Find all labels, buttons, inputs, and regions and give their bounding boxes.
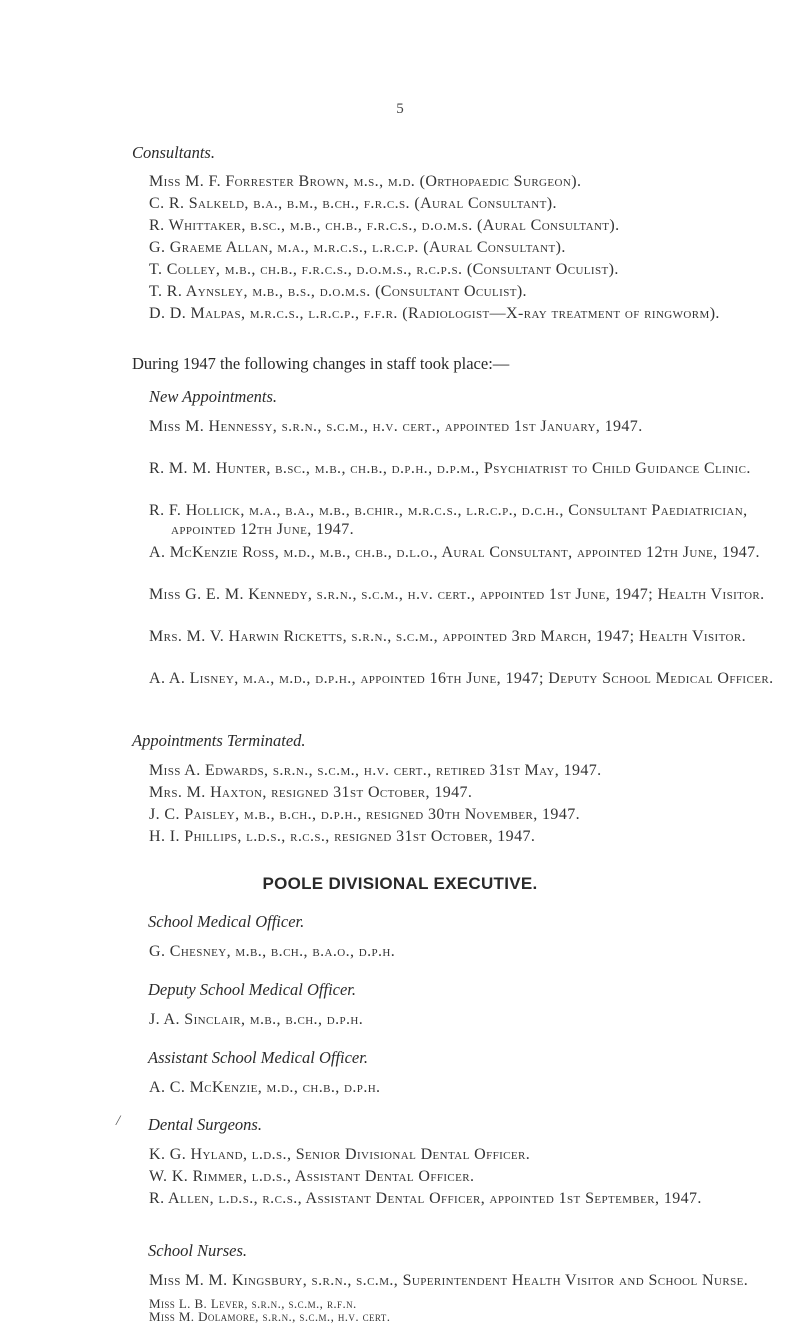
appointment-entry: R. M. M. Hunter, b.sc., m.b., ch.b., d.p.h., d.p.m., Psychiatrist to Child Guidance Clinic. <box>149 460 751 477</box>
nurse-entry: Miss M. M. Kingsbury, s.r.n., s.c.m., Superintendent Health Visitor and School Nurse. <box>149 1272 749 1289</box>
page-number: 5 <box>396 101 404 117</box>
deputy-smo-heading: Deputy School Medical Officer. <box>148 980 357 999</box>
consultant-entry: G. Graeme Allan, m.a., m.r.c.s., l.r.c.p. (Aural Consultant). <box>149 239 566 256</box>
terminated-entry: Miss A. Edwards, s.r.n., s.c.m., h.v. cert., retired 31st May, 1947. <box>149 762 602 779</box>
consultant-entry: Miss M. F. Forrester Brown, m.s., m.d. (Orthopaedic Surgeon). <box>149 173 582 190</box>
staff-entry: W. K. Rimmer, l.d.s., Assistant Dental Officer. <box>149 1168 475 1185</box>
consultant-entry: T. Colley, m.b., ch.b., f.r.c.s., d.o.m.s., r.c.p.s. (Consultant Oculist). <box>149 261 619 278</box>
poole-section-title: POOLE DIVISIONAL EXECUTIVE. <box>262 874 538 893</box>
changes-intro: During 1947 the following changes in staff took place:— <box>132 354 510 373</box>
school-medical-officer-heading: School Medical Officer. <box>148 912 305 931</box>
appointment-entry: Miss M. Hennessy, s.r.n., s.c.m., h.v. cert., appointed 1st January, 1947. <box>149 418 643 435</box>
appointment-entry: A. A. Lisney, m.a., m.d., d.p.h., appointed 16th June, 1947; Deputy School Medical Officer. <box>149 670 774 687</box>
staff-entry: J. A. Sinclair, m.b., b.ch., d.p.h. <box>149 1011 364 1028</box>
dental-surgeons-heading: Dental Surgeons. <box>148 1115 262 1134</box>
appointment-entry: A. McKenzie Ross, m.d., m.b., ch.b., d.l.o., Aural Consultant, appointed 12th June, 1947. <box>149 544 760 561</box>
nurse-entry: Miss L. B. Lever, s.r.n., s.c.m., r.f.n. <box>149 1296 357 1311</box>
staff-entry: A. C. McKenzie, m.d., ch.b., d.p.h. <box>149 1079 381 1096</box>
assistant-smo-heading: Assistant School Medical Officer. <box>148 1048 368 1067</box>
margin-mark: / <box>116 1113 121 1129</box>
terminated-entry: Mrs. M. Haxton, resigned 31st October, 1947. <box>149 784 473 801</box>
consultant-entry: R. Whittaker, b.sc., m.b., ch.b., f.r.c.s., d.o.m.s. (Aural Consultant). <box>149 217 620 234</box>
staff-entry: K. G. Hyland, l.d.s., Senior Divisional Dental Officer. <box>149 1146 531 1163</box>
school-nurses-heading: School Nurses. <box>148 1241 247 1260</box>
appointment-entry: R. F. Hollick, m.a., b.a., m.b., b.chir., m.r.c.s., l.r.c.p., d.c.h., Consultant Paediatrician, appointed 12th June, 1947. <box>149 502 748 538</box>
appointment-entry: Miss G. E. M. Kennedy, s.r.n., s.c.m., h.v. cert., appointed 1st June, 1947; Health Visitor. <box>149 586 765 603</box>
new-appointments-heading: New Appointments. <box>149 387 278 406</box>
terminated-entry: H. I. Phillips, l.d.s., r.c.s., resigned 31st October, 1947. <box>149 828 536 845</box>
consultant-entry: C. R. Salkeld, b.a., b.m., b.ch., f.r.c.s. (Aural Consultant). <box>149 195 557 212</box>
terminated-entry: J. C. Paisley, m.b., b.ch., d.p.h., resigned 30th November, 1947. <box>149 806 581 823</box>
appointment-entry: Mrs. M. V. Harwin Ricketts, s.r.n., s.c.m., appointed 3rd March, 1947; Health Visitor. <box>149 628 746 645</box>
staff-entry: G. Chesney, m.b., b.ch., b.a.o., d.p.h. <box>149 943 396 960</box>
consultant-entry: D. D. Malpas, m.r.c.s., l.r.c.p., f.f.r. (Radiologist—X-ray treatment of ringworm). <box>149 305 720 322</box>
nurse-entry: Miss M. Dolamore, s.r.n., s.c.m., h.v. cert. <box>149 1309 391 1324</box>
terminated-heading: Appointments Terminated. <box>132 731 306 750</box>
consultants-heading: Consultants. <box>132 143 215 162</box>
consultant-entry: T. R. Aynsley, m.b., b.s., d.o.m.s. (Consultant Oculist). <box>149 283 527 300</box>
staff-entry: R. Allen, l.d.s., r.c.s., Assistant Dental Officer, appointed 1st September, 1947. <box>149 1190 702 1207</box>
